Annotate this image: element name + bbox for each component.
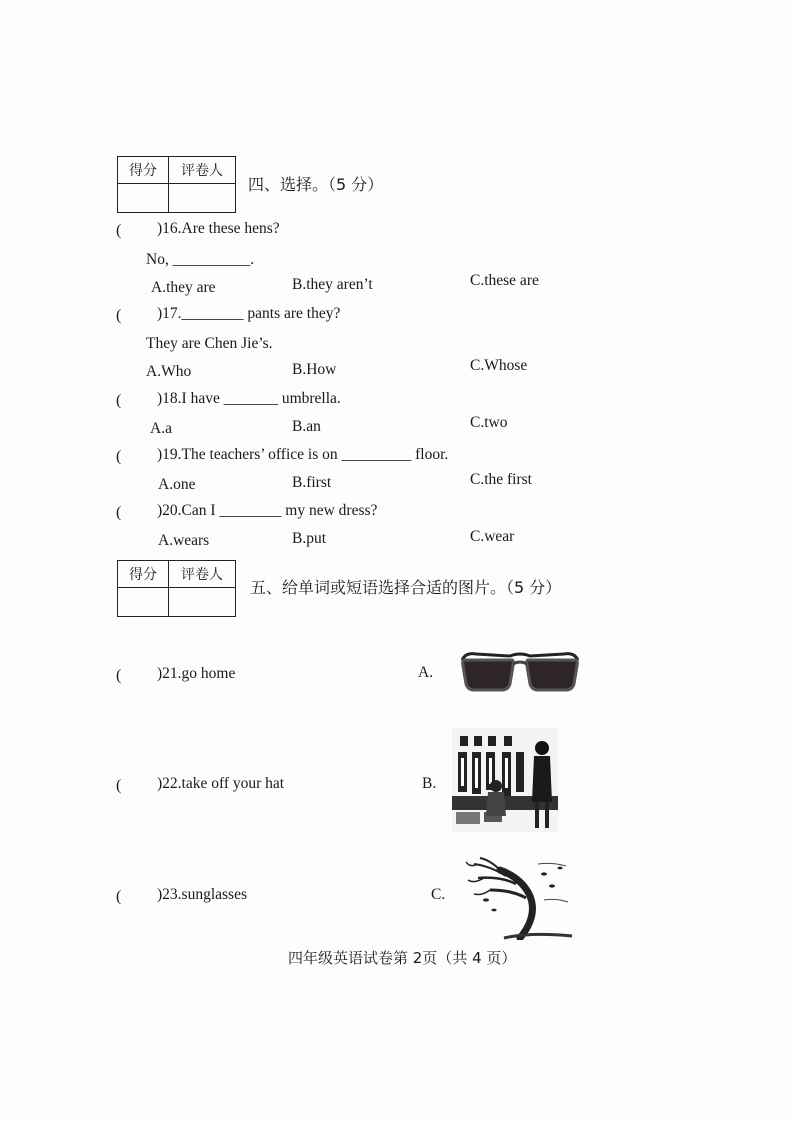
question-19-option-c: C.the first xyxy=(470,471,532,488)
score-table-section4 xyxy=(117,156,236,213)
question-20-option-c: C.wear xyxy=(470,528,515,545)
item-23-text: )23.sunglasses xyxy=(157,886,247,903)
answer-paren[interactable]: ( xyxy=(116,392,122,409)
option-a-label: A. xyxy=(418,664,434,681)
question-16-stem: )16.Are these hens? xyxy=(157,220,280,237)
question-19-option-b: B.first xyxy=(292,474,332,491)
score-cell[interactable] xyxy=(118,588,169,617)
section4-title: 四、选择。（5 分） xyxy=(248,175,384,194)
question-20-option-b: B.put xyxy=(292,530,327,547)
page-footer: 四年级英语试卷第 2页（共 4 页） xyxy=(288,949,517,967)
answer-paren[interactable]: ( xyxy=(116,504,122,521)
answer-paren[interactable]: ( xyxy=(116,448,122,465)
question-18-option-a: A.a xyxy=(150,420,172,437)
sunglasses-picture xyxy=(458,644,582,696)
grader-cell[interactable] xyxy=(169,184,236,213)
question-17-option-a: A.Who xyxy=(146,363,192,380)
answer-paren[interactable]: ( xyxy=(116,777,122,794)
grader-header: 评卷人 xyxy=(169,561,236,588)
option-b-label: B. xyxy=(422,775,437,792)
question-20-stem: )20.Can I ________ my new dress? xyxy=(157,502,378,519)
question-16-option-b: B.they aren’t xyxy=(292,276,373,293)
question-18-option-b: B.an xyxy=(292,418,321,435)
score-header: 得分 xyxy=(118,561,169,588)
answer-paren[interactable]: ( xyxy=(116,888,122,905)
question-19-stem: )19.The teachers’ office is on _________ floor. xyxy=(157,446,449,463)
question-17-option-c: C.Whose xyxy=(470,357,528,374)
score-cell[interactable] xyxy=(118,184,169,213)
grader-cell[interactable] xyxy=(169,588,236,617)
clothes-shop-picture xyxy=(452,728,558,832)
question-20-option-a: A.wears xyxy=(158,532,210,549)
option-c-label: C. xyxy=(431,886,446,903)
score-table-section5 xyxy=(117,560,236,617)
question-18-option-c: C.two xyxy=(470,414,508,431)
windy-tree-picture xyxy=(460,856,576,940)
score-header: 得分 xyxy=(118,157,169,184)
question-16-option-a: A.they are xyxy=(151,279,216,296)
answer-paren[interactable]: ( xyxy=(116,222,122,239)
question-17-stem: )17.________ pants are they? xyxy=(157,305,341,322)
question-17-sub: They are Chen Jie’s. xyxy=(146,335,273,352)
question-16-sub: No, __________. xyxy=(146,251,255,268)
answer-paren[interactable]: ( xyxy=(116,667,122,684)
question-18-stem: )18.I have _______ umbrella. xyxy=(157,390,341,407)
question-17-option-b: B.How xyxy=(292,361,337,378)
grader-header: 评卷人 xyxy=(169,157,236,184)
question-16-option-c: C.these are xyxy=(470,272,539,289)
section5-title: 五、给单词或短语选择合适的图片。（5 分） xyxy=(250,578,562,597)
item-21-text: )21.go home xyxy=(157,665,236,682)
question-19-option-a: A.one xyxy=(158,476,196,493)
answer-paren[interactable]: ( xyxy=(116,307,122,324)
item-22-text: )22.take off your hat xyxy=(157,775,285,792)
